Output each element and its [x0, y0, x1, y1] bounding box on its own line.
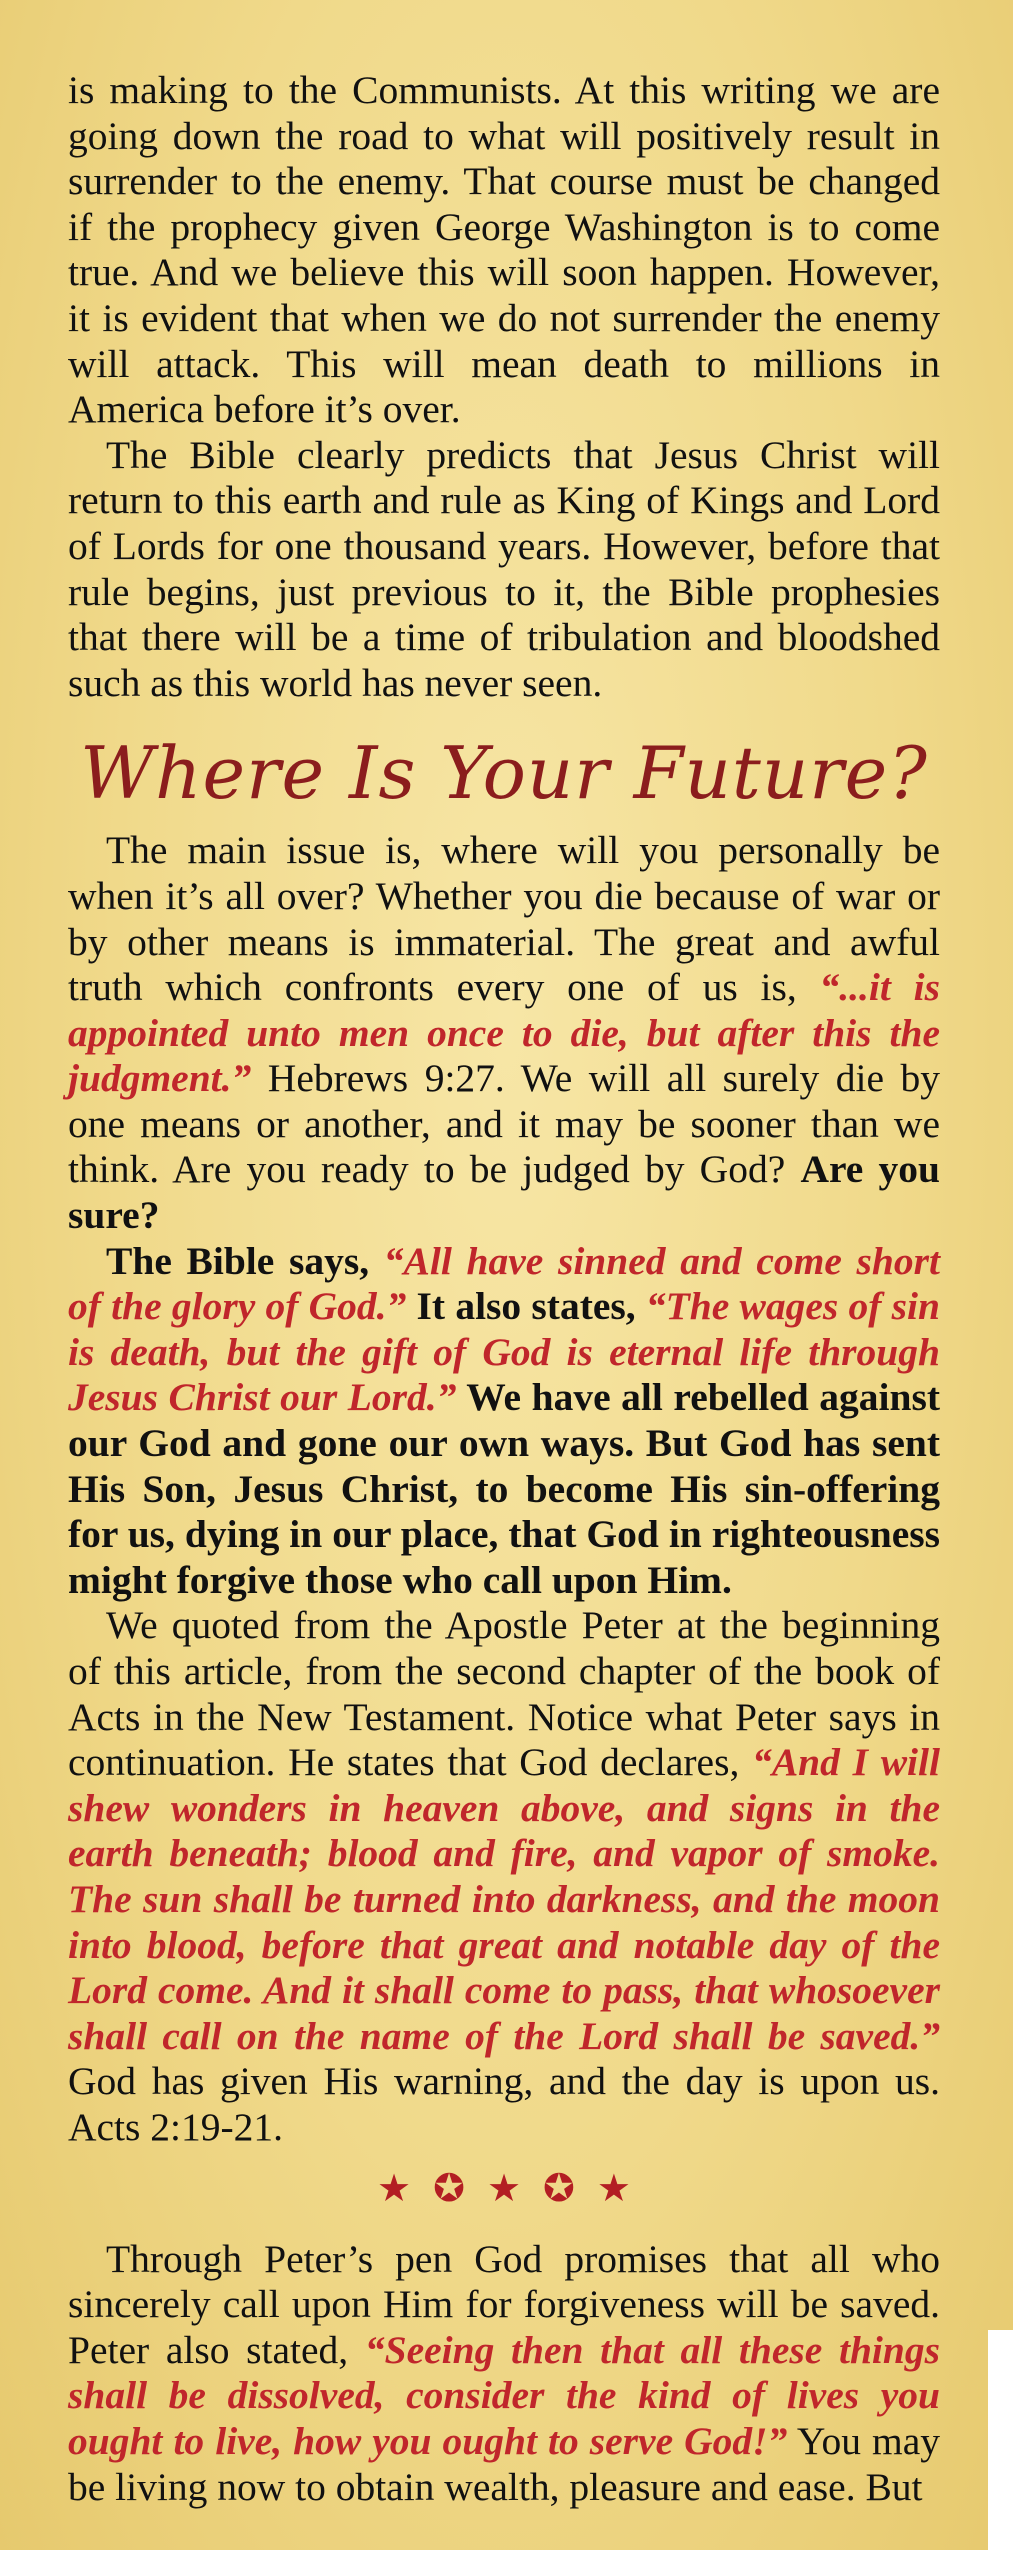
- circled-star-icon: ✪: [433, 2167, 465, 2210]
- paragraph-main-issue: [68, 828, 940, 1238]
- star-divider: [68, 2167, 940, 2211]
- paragraph-apostle-peter: [68, 1603, 940, 2150]
- text: The main issue is, where will you personally be when it’s all over? Whether you die because of war or by other means is immaterial. The great and awful truth which confronts every one of us is,: [68, 828, 940, 1010]
- star-icon: ★: [596, 2167, 631, 2210]
- text: We have all rebelled against our God and gone our own ways. But God has sent His Son, Jesus Christ, to become His sin-offering for us, dying in our place, that God in righteousness might forgive those who call upon Him.: [68, 1375, 940, 1602]
- star-icon: ★: [486, 2167, 522, 2210]
- text: Hebrews 9:27. We will all surely die by one means or another, and it may be sooner than we think. Are you ready to be judged by God?: [68, 1056, 940, 1192]
- text: God has given His warning, and the day is upon us. Acts 2:19-21.: [68, 2059, 940, 2149]
- circled-star-icon: ✪: [543, 2167, 575, 2210]
- text: The Bible says,: [106, 1238, 384, 1283]
- scripture-quote: “...it is appointed unto men once to die, but after this the judgment.”: [68, 965, 940, 1101]
- text: We quoted from the Apostle Peter at the beginning of this article, from the second chapter of the book of Acts in the New Testament. Notice what Peter says in continuation. He states that God declares,: [68, 1603, 940, 1785]
- paragraph-bible-predicts: The Bible clearly predicts that Jesus Christ will return to this earth and rule as King of Kings and Lord of Lords for one thousand years. However, before that rule begins, just previous to it, the Bible prophesies that there will be a time of tribulation and bloodshed such as this world has never seen.: [68, 432, 940, 705]
- star-icon: ★: [377, 2167, 412, 2210]
- page-edge: [988, 2330, 1013, 2550]
- paragraph-peters-pen: [68, 2237, 940, 2511]
- paragraph-communists: is making to the Communists. At this writing we are going down the road to what will positively result in surrender to the enemy. That course must be changed if the prophecy given George Washington is to come true. And we believe this will soon happen. However, it is evident that when we do not surrender the enemy will attack. This will mean death to millions in America before it’s over.: [68, 68, 940, 432]
- scripture-quote: “The wages of sin is death, but the gift of God is eternal life through Jesus Christ our Lord.”: [68, 1284, 940, 1420]
- text: You may be living now to obtain wealth, pleasure and ease. But: [68, 2418, 940, 2509]
- scripture-quote: “Seeing then that all these things shall be dissolved, consider the kind of lives you ought to live, how you ought to serve God!”: [68, 2327, 940, 2463]
- text: It also states,: [406, 1284, 646, 1329]
- scripture-quote: “All have sinned and come short of the glory of God.”: [68, 1238, 940, 1329]
- section-heading: Where Is Your Future?: [80, 731, 928, 816]
- scripture-quote: “And I will shew wonders in heaven above, and signs in the earth beneath; blood and fire, and vapor of smoke. The sun shall be turned into darkness, and the moon into blood, before that great and notable day of the Lord come. And it shall come to pass, that whosoever shall call on the name of the Lord shall be saved.”: [68, 1740, 940, 2058]
- paragraph-bible-says: [68, 1239, 940, 1604]
- text: Through Peter’s pen God promises that all who sincerely call upon Him for forgiveness will be saved. Peter also stated,: [68, 2236, 940, 2372]
- emphasis: Are you sure?: [68, 1147, 940, 1238]
- article-page: [68, 68, 940, 2510]
